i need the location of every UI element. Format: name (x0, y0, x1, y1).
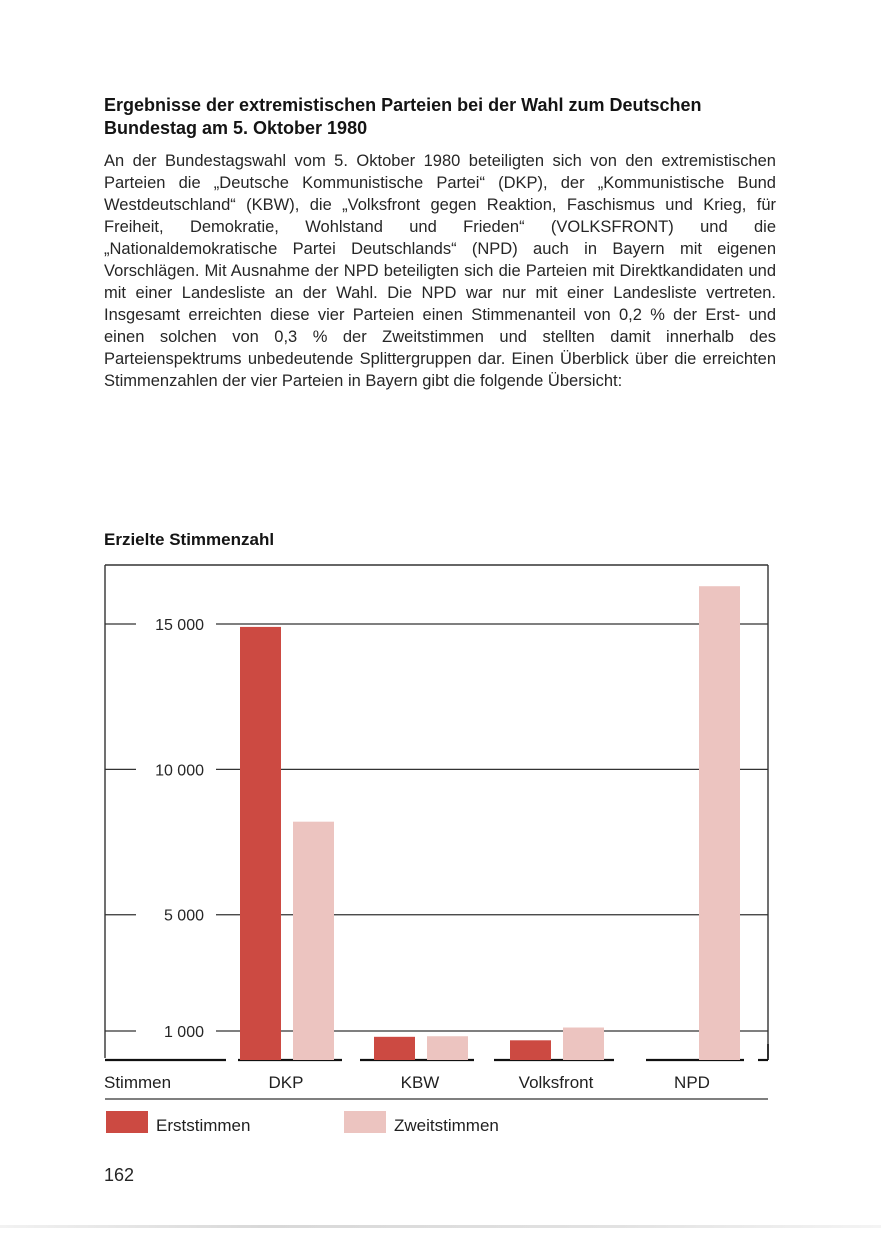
x-category-label: KBW (400, 1073, 440, 1092)
page-bottom-rule (0, 1225, 881, 1228)
page-number: 162 (104, 1165, 135, 1185)
x-category-label: NPD (674, 1073, 710, 1092)
x-category-label: DKP (268, 1073, 304, 1092)
y-tick-label: 1 000 (163, 1024, 204, 1041)
bar-dkp-zweitstimmen (293, 822, 334, 1060)
bar-dkp-erststimmen (240, 627, 281, 1060)
page-heading: Ergebnisse der extremistischen Parteien bei der Wahl zum Deutschen Bundestag am 5. Oktober 1980 (104, 95, 702, 138)
bar-kbw-erststimmen (374, 1037, 415, 1060)
x-axis-label: Stimmen (104, 1073, 172, 1092)
bar-volksfront-zweitstimmen (563, 1028, 604, 1060)
legend-swatch-zweitstimmen (344, 1111, 386, 1133)
bar-npd-zweitstimmen (699, 586, 740, 1060)
legend-label: Zweitstimmen (394, 1116, 499, 1135)
chart-title: Erzielte Stimmenzahl (104, 530, 275, 549)
bar-kbw-zweitstimmen (427, 1036, 468, 1060)
x-category-label: Volksfront (518, 1073, 594, 1092)
legend-swatch-erststimmen (106, 1111, 148, 1133)
y-tick-label: 10 000 (155, 762, 204, 780)
bar-volksfront-erststimmen (510, 1040, 551, 1060)
legend-label: Erststimmen (156, 1116, 251, 1135)
y-tick-label: 15 000 (155, 617, 204, 634)
intro-paragraph: An der Bundestagswahl vom 5. Oktober 1980 beteiligten sich von den extremistischen Parteien die „Deutsche Kommunistische Partei“ (DKP), der „Kommunistische Bund Westdeutschland“ (KBW), die „Volksfront gegen Reaktion, Faschismus und Krieg, für Freiheit, Demokratie, Wohlstand und Frieden“ (VOLKSFRONT) und die „Nationaldemokratische Partei Deutschlands“ (NPD) auch in Bayern mit eigenen Vorschlägen. Mit Ausnahme der NPD beteiligten sich die Parteien mit Direktkandidaten und mit einer Landesliste an der Wahl. Die NPD war nur mit einer Landesliste vertreten. Insgesamt erreichten diese vier Parteien einen Stimmenanteil von 0,2 % der Erst- und einen solchen von 0,3 % der Zweitstimmen und stellten damit innerhalb des Parteienspektrums unbedeutende Splittergruppen dar. Einen Überblick über die erreichten Stimmenzahlen der vier Parteien in Bayern gibt die folgende Übersicht: (104, 152, 776, 390)
y-tick-label: 5 000 (163, 907, 204, 925)
